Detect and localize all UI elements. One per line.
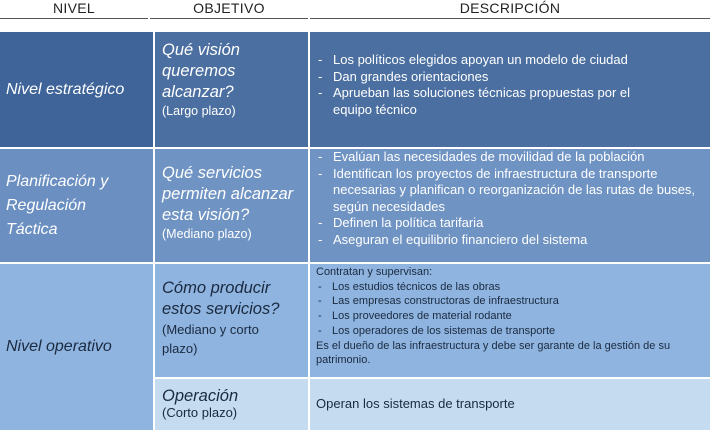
header-objetivo: OBJETIVO — [193, 0, 265, 16]
list-item: - Evalúan las necesidades de movilidad de la población — [316, 149, 702, 166]
list-item: - Los estudios técnicos de las obras — [316, 280, 702, 295]
list-item: - Los proveedores de material rodante — [316, 309, 702, 324]
list-item: - Las empresas constructoras de infraestructura — [316, 294, 702, 309]
row2-nivel — [0, 149, 153, 262]
row1-descripcion-list — [316, 52, 702, 118]
list-item: - Definen la política tarifaria — [316, 215, 702, 232]
row1-objetivo-sub: (Largo plazo) — [162, 104, 236, 118]
header-nivel: NIVEL — [53, 0, 95, 16]
row3-objetivo-sub: (Mediano y corto plazo) — [162, 322, 259, 356]
row3-objetivo — [155, 264, 308, 377]
row1-objetivo — [155, 32, 308, 147]
header-divider-descripcion — [310, 18, 710, 19]
row4-objetivo — [155, 379, 308, 430]
row3-objetivo-title: Cómo producir estos servicios? — [162, 279, 280, 318]
list-item: - Aprueban las soluciones técnicas propuestas por el equipo técnico — [316, 85, 702, 118]
row3-descripcion-outro: Es el dueño de las infraestructura y debe ser garante de la gestión de su patrimonio. — [316, 339, 671, 367]
row4-descripcion — [310, 379, 710, 430]
row1-nivel — [0, 32, 153, 147]
row2-descripcion — [310, 149, 710, 262]
row1-descripcion — [310, 32, 710, 147]
row1-objetivo-title: Qué visión queremos alcanzar? — [162, 41, 240, 101]
row4-descripcion-text: Operan los sistemas de transporte — [316, 396, 515, 412]
row2-descripcion-list — [316, 149, 702, 248]
row4-objetivo-sub: (Corto plazo) — [162, 405, 238, 420]
list-item: - Los políticos elegidos apoyan un modelo de ciudad — [316, 52, 702, 69]
row3-descripcion-intro: Contratan y supervisan: — [316, 266, 433, 278]
list-item: - Dan grandes orientaciones — [316, 69, 702, 86]
row3-descripcion-list — [316, 280, 702, 339]
row2-nivel-text: Planificación y Regulación Táctica — [6, 172, 109, 238]
row3-descripcion — [310, 264, 710, 377]
row1-nivel-text: Nivel estratégico — [6, 80, 125, 98]
header-divider-nivel — [0, 18, 148, 19]
header-divider-objetivo — [150, 18, 308, 19]
row4-objetivo-title: Operación — [162, 387, 239, 405]
list-item: - Aseguran el equilibrio financiero del sistema — [316, 232, 702, 249]
row3-nivel-text: Nivel operativo — [6, 338, 112, 355]
row3-nivel — [0, 264, 153, 430]
row2-objetivo-title: Qué servicios permiten alcanzar esta visión? — [162, 164, 294, 224]
row2-objetivo-sub: (Mediano plazo) — [162, 227, 252, 241]
list-item: - Los operadores de los sistemas de transporte — [316, 324, 702, 339]
list-item: - Identifican los proyectos de infraestructura de transporte necesarias y planifican o reorganización de las rutas de buses, según necesidades — [316, 166, 702, 216]
header-descripcion: DESCRIPCIÓN — [459, 0, 561, 16]
row2-objetivo — [155, 149, 308, 262]
